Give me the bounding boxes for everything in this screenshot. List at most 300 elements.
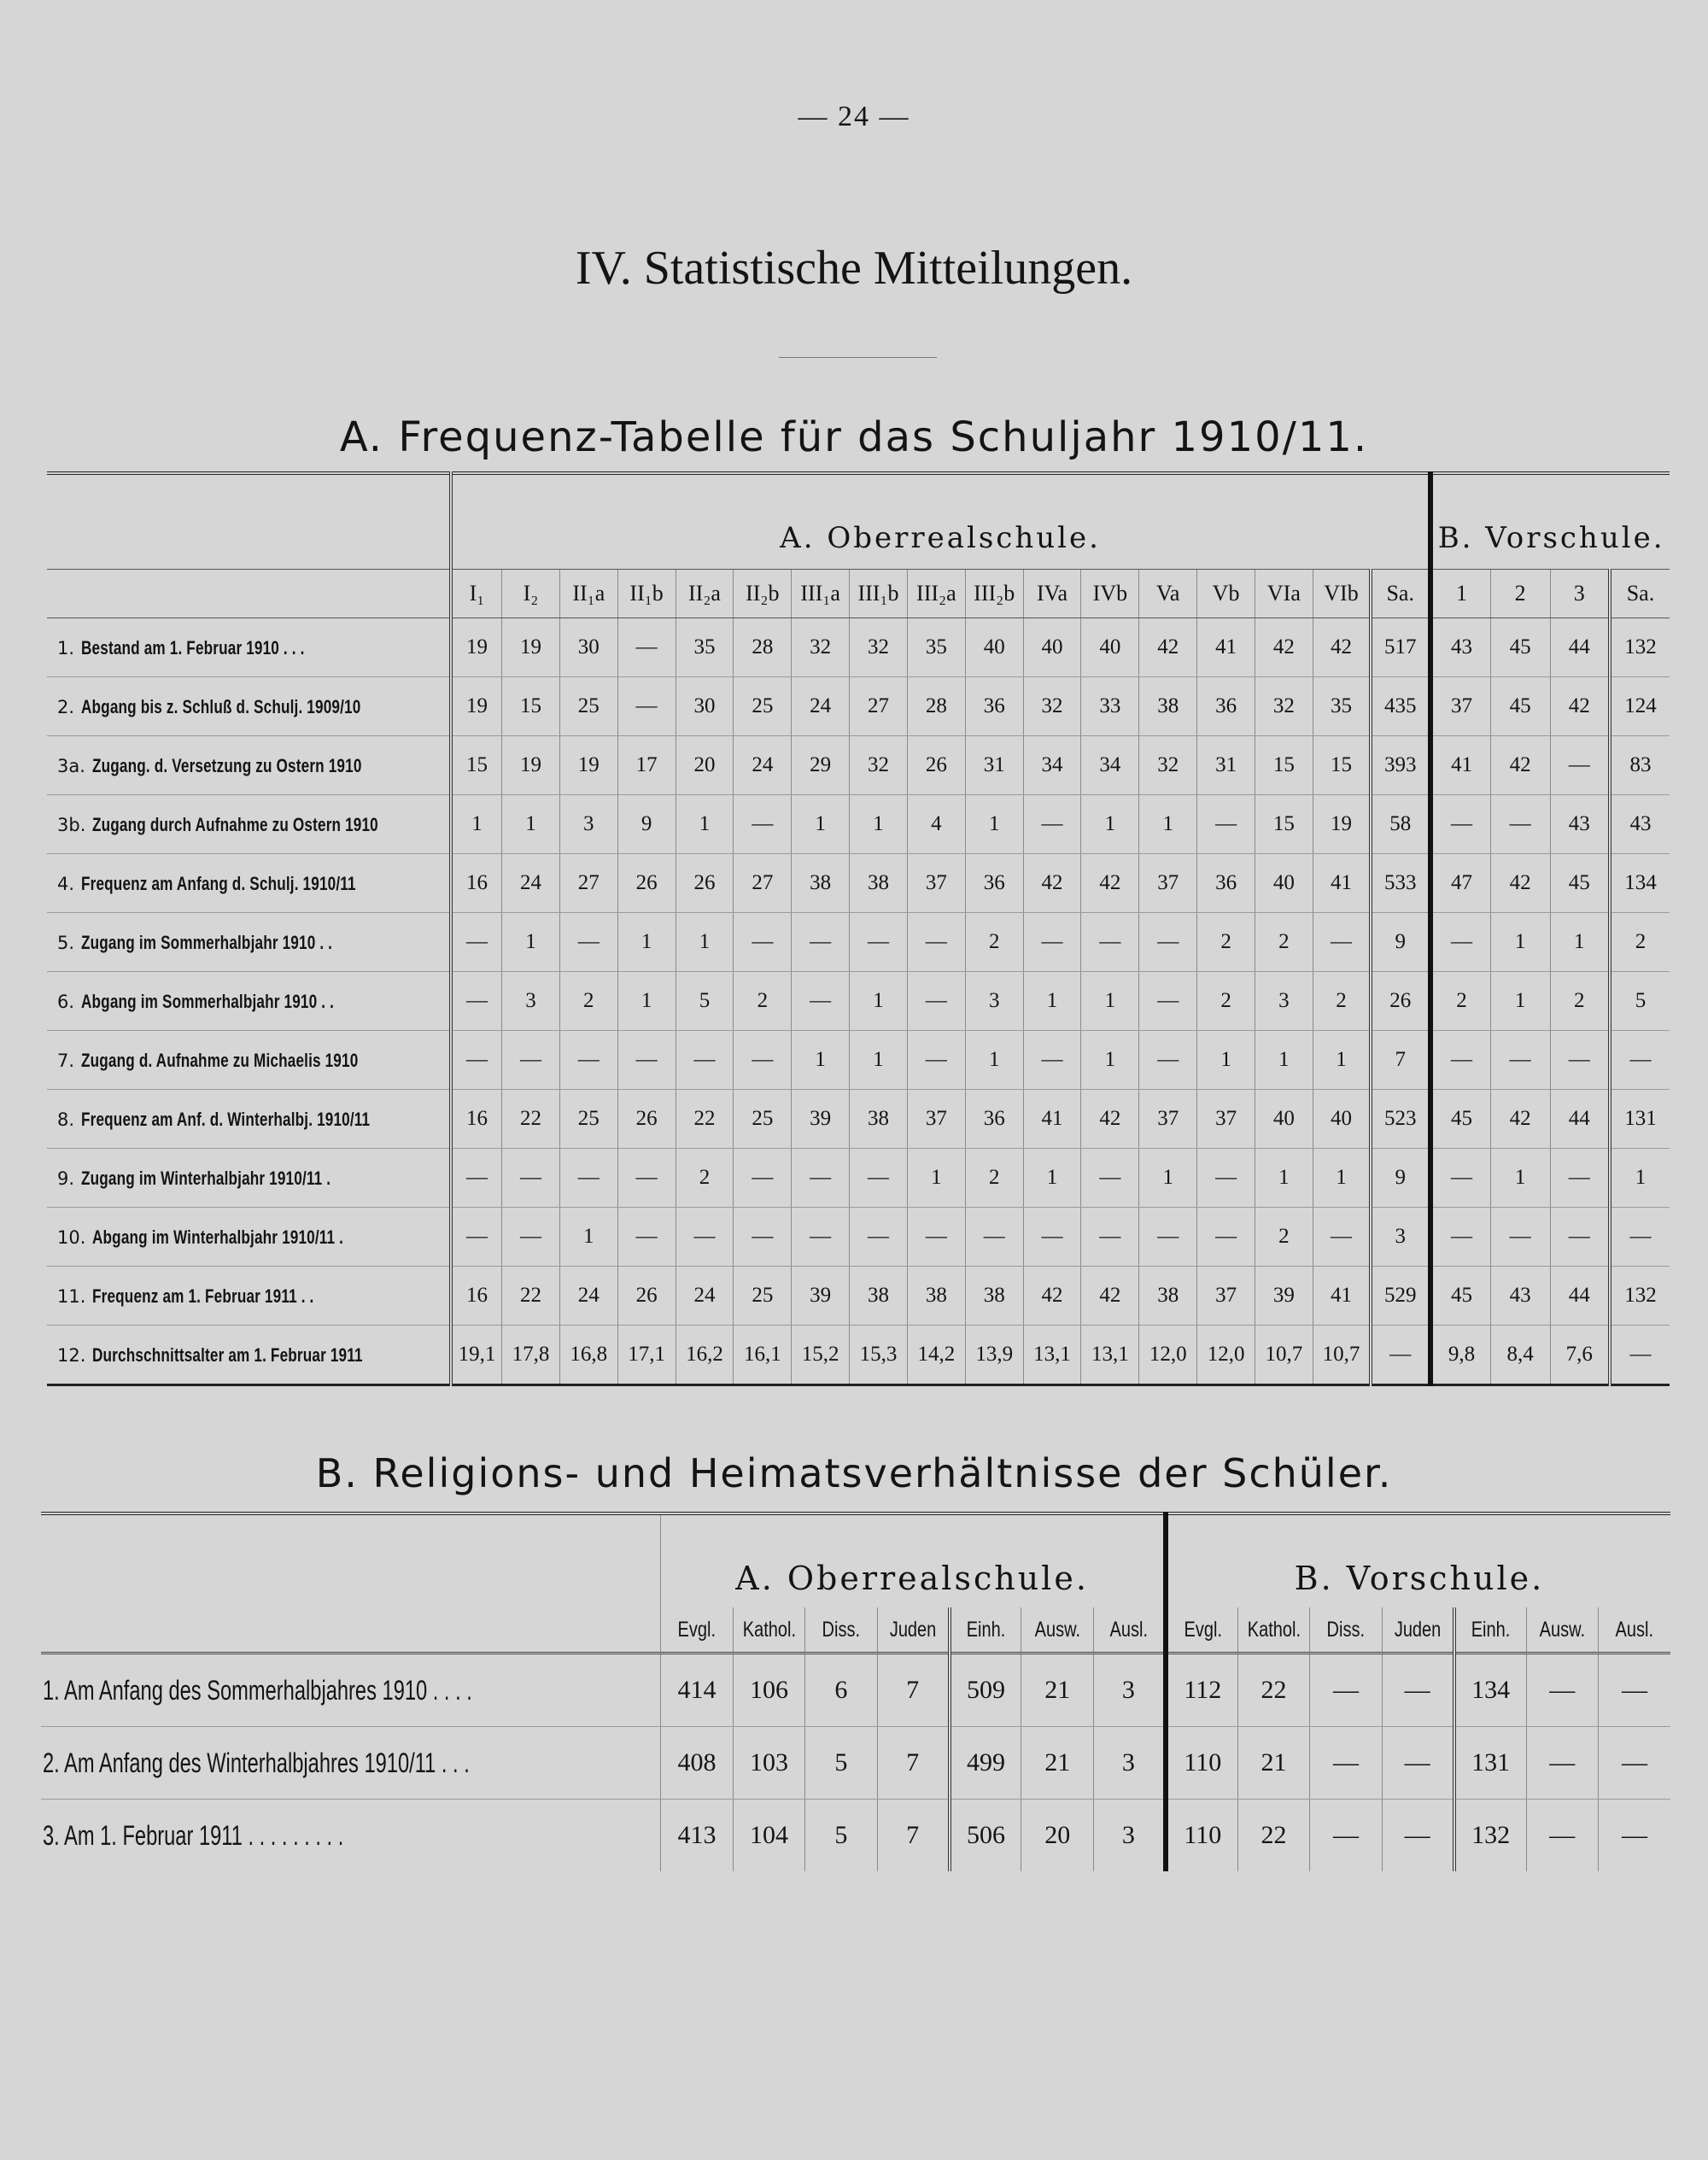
table-cell: 16,1: [734, 1326, 792, 1385]
table-cell: 43: [1430, 618, 1490, 677]
column-header-text: Juden: [1394, 1617, 1441, 1642]
table-cell: —: [502, 1149, 560, 1208]
table-cell: 83: [1610, 736, 1670, 795]
table-cell: 3: [559, 795, 617, 854]
table-cell: 42: [1081, 854, 1139, 913]
table-cell: —: [1139, 1208, 1197, 1267]
table-cell: 20: [1021, 1800, 1093, 1872]
row-number: 3b.: [57, 814, 86, 835]
table-cell: 22: [1237, 1800, 1309, 1872]
table-cell: 2: [1550, 972, 1610, 1031]
table-cell: 104: [733, 1800, 804, 1872]
table-cell: 134: [1454, 1654, 1526, 1727]
table-cell: —: [907, 1031, 965, 1090]
table-row: [47, 1149, 1670, 1208]
table-cell: 12,0: [1139, 1326, 1197, 1385]
religion-corner: [41, 1513, 661, 1607]
table-cell: 132: [1610, 1267, 1670, 1326]
table-cell: 5: [805, 1727, 877, 1800]
table-cell: 19,1: [451, 1326, 502, 1385]
table-row: [47, 913, 1670, 972]
table-cell: —: [1197, 1208, 1255, 1267]
column-header: [1021, 1607, 1093, 1654]
row-label: [47, 1208, 451, 1267]
column-header: I₂: [502, 570, 560, 618]
table-cell: 26: [617, 1090, 676, 1149]
table-cell: —: [1490, 1208, 1550, 1267]
table-cell: 5: [1610, 972, 1670, 1031]
column-header-text: Evgl.: [677, 1617, 717, 1642]
table-cell: 38: [907, 1267, 965, 1326]
table-cell: 2: [1197, 972, 1255, 1031]
table-cell: —: [1610, 1326, 1670, 1385]
table-cell: 38: [850, 854, 908, 913]
column-header: I₁: [451, 570, 502, 618]
table-row: [47, 1208, 1670, 1267]
frequency-group-header: [47, 473, 1670, 570]
table-cell: 26: [617, 854, 676, 913]
table-cell: 25: [734, 1090, 792, 1149]
table-cell: 13,1: [1081, 1326, 1139, 1385]
table-cell: 1: [502, 913, 560, 972]
table-cell: —: [734, 1031, 792, 1090]
table-cell: —: [1526, 1654, 1598, 1727]
table-cell: 3: [1093, 1727, 1165, 1800]
table-cell: —: [1610, 1031, 1670, 1090]
oberrealschule-religion-header: A. Oberrealschule.: [661, 1513, 1166, 1607]
table-cell: 44: [1550, 618, 1610, 677]
table-cell: 40: [1255, 1090, 1313, 1149]
frequency-column-header: [47, 570, 1670, 618]
table-cell: —: [617, 1208, 676, 1267]
table-cell: 17: [617, 736, 676, 795]
table-cell: —: [792, 1208, 850, 1267]
table-cell: —: [1382, 1800, 1454, 1872]
table-cell: 21: [1021, 1654, 1093, 1727]
table-cell: 2: [965, 913, 1023, 972]
table-cell: 5: [805, 1800, 877, 1872]
row-number: 7.: [57, 1050, 75, 1071]
table-cell: 37: [1197, 1090, 1255, 1149]
table-cell: —: [1610, 1208, 1670, 1267]
table-cell: 16: [451, 1267, 502, 1326]
table-cell: 2: [1255, 913, 1313, 972]
column-header: [1382, 1607, 1454, 1654]
table-cell: 1: [676, 795, 734, 854]
table-cell: —: [1310, 1800, 1382, 1872]
column-header: III₁a: [792, 570, 850, 618]
table-cell: —: [559, 1149, 617, 1208]
table-cell: —: [1598, 1654, 1670, 1727]
table-cell: 37: [907, 1090, 965, 1149]
column-header: [1526, 1607, 1598, 1654]
table-cell: 2: [559, 972, 617, 1031]
table-cell: —: [451, 1149, 502, 1208]
table-cell: —: [1382, 1654, 1454, 1727]
table-cell: 22: [502, 1090, 560, 1149]
row-label: [47, 677, 451, 736]
table-row: [47, 795, 1670, 854]
table-cell: 1: [1490, 1149, 1550, 1208]
table-cell: 41: [1197, 618, 1255, 677]
table-cell: 41: [1313, 854, 1371, 913]
table-cell: 37: [907, 854, 965, 913]
table-cell: 1: [617, 913, 676, 972]
table-cell: 1: [1255, 1031, 1313, 1090]
table-cell: 39: [1255, 1267, 1313, 1326]
table-cell: 2: [676, 1149, 734, 1208]
table-cell: 1: [1610, 1149, 1670, 1208]
label-column-header: [47, 570, 451, 618]
table-cell: —: [1023, 795, 1081, 854]
table-cell: —: [907, 972, 965, 1031]
table-cell: 24: [676, 1267, 734, 1326]
frequency-table: [47, 471, 1670, 1386]
table-row: [47, 1267, 1670, 1326]
table-cell: —: [1139, 913, 1197, 972]
table-cell: 1: [1313, 1031, 1371, 1090]
column-header: [733, 1607, 804, 1654]
row-label: [47, 1149, 451, 1208]
column-header-text: Ausl.: [1109, 1617, 1148, 1642]
table-cell: —: [1310, 1654, 1382, 1727]
row-label: [47, 1267, 451, 1326]
table-cell: —: [1197, 1149, 1255, 1208]
table-cell: —: [1313, 1208, 1371, 1267]
row-label: [47, 972, 451, 1031]
page-title: IV. Statistische Mitteilungen.: [575, 242, 1133, 295]
table-cell: —: [617, 1149, 676, 1208]
table-cell: 17,1: [617, 1326, 676, 1385]
table-cell: 25: [559, 1090, 617, 1149]
table-cell: 32: [850, 618, 908, 677]
table-cell: 110: [1166, 1800, 1237, 1872]
column-header: Sa.: [1371, 570, 1430, 618]
table-row: [41, 1654, 1670, 1727]
column-header-text: Einh.: [966, 1617, 1006, 1642]
row-label-text: Zugang im Winterhalbjahr 1910/11 .: [81, 1167, 331, 1189]
row-label-text: Bestand am 1. Februar 1910 . . .: [81, 636, 305, 659]
column-header-text: Kathol.: [742, 1617, 796, 1642]
table-cell: 2: [1313, 972, 1371, 1031]
table-cell: 1: [1081, 795, 1139, 854]
column-header-text: Kathol.: [1247, 1617, 1301, 1642]
table-cell: 30: [559, 618, 617, 677]
table-cell: 37: [1139, 854, 1197, 913]
column-header: III₂a: [907, 570, 965, 618]
table-cell: 43: [1550, 795, 1610, 854]
table-cell: —: [1430, 1149, 1490, 1208]
table-cell: 24: [559, 1267, 617, 1326]
row-label: [47, 854, 451, 913]
table-cell: —: [617, 677, 676, 736]
table-cell: 47: [1430, 854, 1490, 913]
table-cell: 19: [1313, 795, 1371, 854]
table-cell: 32: [1139, 736, 1197, 795]
table-cell: —: [1081, 913, 1139, 972]
table-cell: —: [1598, 1800, 1670, 1872]
column-header: VIb: [1313, 570, 1371, 618]
table-cell: 35: [676, 618, 734, 677]
table-cell: 3: [1093, 1654, 1165, 1727]
row-label: [47, 1326, 451, 1385]
table-row: [47, 1326, 1670, 1385]
row-number: 11.: [57, 1285, 86, 1307]
table-cell: —: [1023, 913, 1081, 972]
column-header: [1310, 1607, 1382, 1654]
table-cell: 1: [676, 913, 734, 972]
column-header: [1166, 1607, 1237, 1654]
table-cell: 7: [877, 1727, 949, 1800]
column-header-text: Diss.: [822, 1617, 861, 1642]
table-cell: 36: [965, 1090, 1023, 1149]
table-cell: 131: [1610, 1090, 1670, 1149]
column-header: [1454, 1607, 1526, 1654]
table-cell: —: [559, 1031, 617, 1090]
column-header: 1: [1430, 570, 1490, 618]
table-cell: 28: [734, 618, 792, 677]
table-cell: 25: [734, 1267, 792, 1326]
table-cell: 413: [661, 1800, 733, 1872]
row-number: 3a.: [57, 755, 85, 776]
table-cell: —: [1550, 1149, 1610, 1208]
table-cell: 37: [1197, 1267, 1255, 1326]
table-cell: 1: [965, 795, 1023, 854]
table-cell: 38: [792, 854, 850, 913]
table-cell: 25: [734, 677, 792, 736]
table-cell: 1: [502, 795, 560, 854]
table-cell: 5: [676, 972, 734, 1031]
row-number: 10.: [57, 1226, 86, 1248]
table-cell: 42: [1081, 1090, 1139, 1149]
religion-label-header: [41, 1607, 661, 1654]
table-cell: 14,2: [907, 1326, 965, 1385]
table-cell: 16,2: [676, 1326, 734, 1385]
table-cell: 506: [950, 1800, 1021, 1872]
table-cell: 26: [907, 736, 965, 795]
table-cell: —: [1430, 913, 1490, 972]
table-cell: 35: [1313, 677, 1371, 736]
table-cell: 12,0: [1197, 1326, 1255, 1385]
table-cell: 20: [676, 736, 734, 795]
table-cell: —: [1197, 795, 1255, 854]
table-cell: —: [1490, 795, 1550, 854]
table-cell: —: [1430, 795, 1490, 854]
table-cell: 7: [877, 1800, 949, 1872]
table-cell: 26: [676, 854, 734, 913]
table-cell: 1: [451, 795, 502, 854]
table-cell: 509: [950, 1654, 1021, 1727]
row-number: 5.: [57, 932, 75, 953]
table-cell: 42: [1490, 1090, 1550, 1149]
table-cell: —: [734, 913, 792, 972]
table-cell: —: [1023, 1208, 1081, 1267]
table-cell: —: [676, 1031, 734, 1090]
table-cell: —: [907, 913, 965, 972]
table-cell: 1: [559, 1208, 617, 1267]
table-cell: 43: [1610, 795, 1670, 854]
table-cell: 517: [1371, 618, 1430, 677]
table-cell: 16: [451, 1090, 502, 1149]
table-cell: 1: [1255, 1149, 1313, 1208]
column-header: III₁b: [850, 570, 908, 618]
table-cell: 1: [1490, 913, 1550, 972]
table-cell: 19: [502, 618, 560, 677]
row-label: [47, 736, 451, 795]
table-cell: —: [1313, 913, 1371, 972]
table-cell: —: [1526, 1727, 1598, 1800]
table-cell: 37: [1430, 677, 1490, 736]
table-cell: 19: [451, 677, 502, 736]
table-cell: 408: [661, 1727, 733, 1800]
table-cell: 13,1: [1023, 1326, 1081, 1385]
table-row: [41, 1800, 1670, 1872]
table-cell: 9,8: [1430, 1326, 1490, 1385]
table-cell: 31: [965, 736, 1023, 795]
table-cell: 42: [1490, 854, 1550, 913]
table-cell: 1: [1490, 972, 1550, 1031]
table-cell: 32: [850, 736, 908, 795]
table-cell: 45: [1490, 677, 1550, 736]
table-cell: 1: [965, 1031, 1023, 1090]
table-cell: 15: [1255, 795, 1313, 854]
table-cell: 15: [451, 736, 502, 795]
table-cell: —: [502, 1031, 560, 1090]
table-cell: 30: [676, 677, 734, 736]
row-number: 4.: [57, 873, 75, 894]
table-cell: 26: [617, 1267, 676, 1326]
table-cell: —: [1382, 1727, 1454, 1800]
column-header: IVa: [1023, 570, 1081, 618]
table-cell: —: [1430, 1208, 1490, 1267]
table-cell: 10,7: [1255, 1326, 1313, 1385]
table-cell: 533: [1371, 854, 1430, 913]
row-label: [47, 795, 451, 854]
table-cell: —: [502, 1208, 560, 1267]
row-label: [47, 618, 451, 677]
row-number: 1.: [57, 637, 75, 659]
frequency-table-title: A. Frequenz-Tabelle für das Schuljahr 1910/11.: [339, 413, 1369, 461]
row-number: 6.: [57, 991, 75, 1012]
table-cell: —: [451, 972, 502, 1031]
table-cell: 38: [850, 1090, 908, 1149]
table-cell: 21: [1021, 1727, 1093, 1800]
column-header-text: Ausw.: [1034, 1617, 1080, 1642]
row-label-text: Zugang im Sommerhalbjahr 1910 . .: [81, 931, 333, 953]
table-cell: —: [1371, 1326, 1430, 1385]
religion-table-title: B. Religions- und Heimatsverhältnisse der Schüler.: [315, 1450, 1393, 1496]
table-cell: 1: [1081, 1031, 1139, 1090]
table-cell: —: [1550, 1208, 1610, 1267]
column-header: 2: [1490, 570, 1550, 618]
frequency-corner: [47, 473, 451, 570]
row-label-text: Frequenz am 1. Februar 1911 . .: [92, 1285, 314, 1307]
vorschule-religion-header: B. Vorschule.: [1166, 1513, 1670, 1607]
table-cell: 1: [850, 972, 908, 1031]
table-cell: 26: [1371, 972, 1430, 1031]
table-cell: 41: [1023, 1090, 1081, 1149]
table-cell: 42: [1081, 1267, 1139, 1326]
row-label-text: Zugang d. Aufnahme zu Michaelis 1910: [81, 1049, 359, 1071]
table-cell: 15: [1255, 736, 1313, 795]
table-cell: 17,8: [502, 1326, 560, 1385]
table-cell: —: [617, 1031, 676, 1090]
table-cell: 19: [451, 618, 502, 677]
table-cell: 106: [733, 1654, 804, 1727]
table-cell: 22: [502, 1267, 560, 1326]
table-cell: 134: [1610, 854, 1670, 913]
table-cell: —: [1598, 1727, 1670, 1800]
table-cell: 32: [1023, 677, 1081, 736]
column-header: Sa.: [1610, 570, 1670, 618]
table-cell: 45: [1490, 618, 1550, 677]
table-cell: 34: [1023, 736, 1081, 795]
table-cell: 3: [1255, 972, 1313, 1031]
table-cell: —: [1430, 1031, 1490, 1090]
page-number: — 24 —: [798, 101, 910, 132]
table-cell: 1: [1550, 913, 1610, 972]
table-cell: 36: [1197, 677, 1255, 736]
table-cell: 40: [1313, 1090, 1371, 1149]
table-cell: 40: [1081, 618, 1139, 677]
table-cell: 2: [1430, 972, 1490, 1031]
table-cell: 8,4: [1490, 1326, 1550, 1385]
column-header-text: Diss.: [1326, 1617, 1366, 1642]
table-cell: 42: [1550, 677, 1610, 736]
table-cell: 15,2: [792, 1326, 850, 1385]
row-label-text: Durchschnittsalter am 1. Februar 1911: [92, 1343, 364, 1366]
table-cell: 1: [850, 1031, 908, 1090]
column-header: [1093, 1607, 1165, 1654]
religion-group-header: [41, 1513, 1670, 1607]
column-header: [877, 1607, 949, 1654]
table-cell: 45: [1550, 854, 1610, 913]
table-cell: 3: [1093, 1800, 1165, 1872]
table-cell: 3: [502, 972, 560, 1031]
row-label: [47, 1031, 451, 1090]
table-cell: 103: [733, 1727, 804, 1800]
row-label-text: Frequenz am Anfang d. Schulj. 1910/11: [81, 872, 356, 894]
table-cell: 7,6: [1550, 1326, 1610, 1385]
table-cell: —: [734, 1149, 792, 1208]
column-header: Vb: [1197, 570, 1255, 618]
table-cell: 16: [451, 854, 502, 913]
table-cell: 7: [877, 1654, 949, 1727]
table-cell: —: [965, 1208, 1023, 1267]
table-cell: —: [1139, 1031, 1197, 1090]
table-cell: 27: [559, 854, 617, 913]
table-cell: —: [451, 1031, 502, 1090]
table-cell: 21: [1237, 1727, 1309, 1800]
table-cell: 28: [907, 677, 965, 736]
table-cell: 24: [792, 677, 850, 736]
row-number: 9.: [57, 1168, 75, 1189]
table-cell: 24: [502, 854, 560, 913]
row-label-text: Abgang im Winterhalbjahr 1910/11 .: [92, 1226, 344, 1248]
table-cell: 24: [734, 736, 792, 795]
table-cell: 3: [965, 972, 1023, 1031]
table-cell: 1: [907, 1149, 965, 1208]
column-header: II₂a: [676, 570, 734, 618]
table-row: [47, 854, 1670, 913]
table-cell: —: [559, 913, 617, 972]
row-number: 2.: [57, 696, 75, 717]
table-cell: 4: [907, 795, 965, 854]
table-cell: 110: [1166, 1727, 1237, 1800]
table-cell: 435: [1371, 677, 1430, 736]
table-cell: 523: [1371, 1090, 1430, 1149]
table-cell: —: [1550, 1031, 1610, 1090]
